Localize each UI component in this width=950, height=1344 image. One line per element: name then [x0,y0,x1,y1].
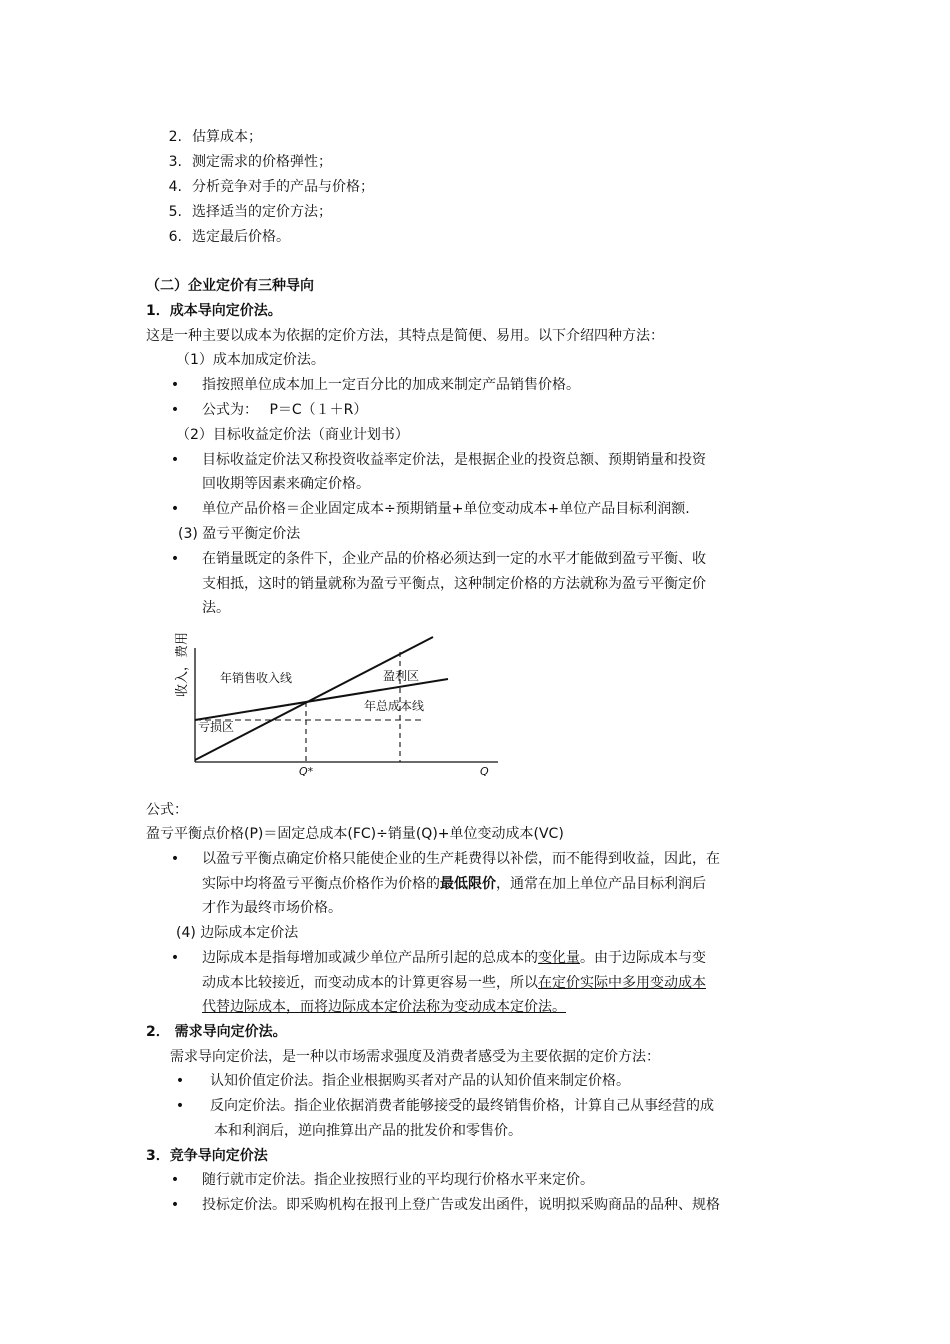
bullet-icon: • [170,1172,180,1188]
method-2-title: （2）目标收益定价法（商业计划书） [176,427,409,443]
bullet-icon: • [175,1073,185,1089]
method-2-formula: 单位产品价格＝企业固定成本÷预期销量+单位变动成本+单位产品目标利润额. [202,501,690,517]
cost-line-label: 年总成本线 [364,699,425,713]
loss-zone-label: 亏损区 [198,720,235,734]
bullet-icon: • [170,402,180,418]
competition-item: 投标定价法。即采购机构在报刊上登广告或发出函件，说明拟采购商品的品种、规格 [202,1197,720,1213]
break-even-formula: 盈亏平衡点价格(P)＝固定总成本(FC)÷销量(Q)+单位变动成本(VC) [146,826,564,842]
profit-zone-label: 盈利区 [383,669,420,683]
cost-heading: 1．成本导向定价法。 [146,303,282,319]
method-4-text: 动成本比较接近，而变动成本的计算更容易一些，所以在定价实际中多用变动成本 [202,975,706,991]
step-item: 4. 分析竞争对手的产品与价格； [168,179,374,195]
method-3-text: 法。 [202,600,230,616]
bullet-icon: • [170,377,180,393]
break-even-note: 才作为最终市场价格。 [202,900,342,916]
lowest-price-emphasis: 最低限价 [440,876,496,892]
method-3-title: (3) 盈亏平衡定价法 [178,526,301,542]
competition-item: 随行就市定价法。指企业按照行业的平均现行价格水平来定价。 [202,1172,594,1188]
method-4-text: 边际成本是指每增加或减少单位产品所引起的总成本的变化量。由于边际成本与变 [202,950,706,966]
break-even-note: 实际中均将盈亏平衡点价格作为价格的最低限价，通常在加上单位产品目标利润后 [202,876,706,892]
step-item: 5. 选择适当的定价方法； [168,204,332,220]
revenue-line-label: 年销售收入线 [220,671,293,685]
method-1-text: 指按照单位成本加上一定百分比的加成来制定产品销售价格。 [202,377,580,393]
step-item: 6. 选定最后价格。 [168,229,290,245]
demand-intro: 需求导向定价法，是一种以市场需求强度及消费者感受为主要依据的定价方法： [170,1049,660,1065]
demand-heading: 2． 需求导向定价法。 [146,1024,287,1040]
cost-intro: 这是一种主要以成本为依据的定价方法，其特点是简便、易用。以下介绍四种方法： [146,328,664,344]
step-item: 2. 估算成本； [168,129,262,145]
break-even-chart [168,626,508,776]
method-3-text: 支相抵，这时的销量就称为盈亏平衡点，这种制定价格的方法就称为盈亏平衡定价 [202,576,706,592]
q-star-label: Q* [299,765,314,776]
bullet-icon: • [170,551,180,567]
break-even-note: 以盈亏平衡点确定价格只能使企业的生产耗费得以补偿，而不能得到收益，因此，在 [202,851,720,867]
step-item: 3. 测定需求的价格弹性； [168,154,332,170]
method-2-text: 回收期等因素来确定价格。 [202,476,370,492]
method-1-title: （1）成本加成定价法。 [176,352,325,368]
q-label: Q [480,765,489,776]
bullet-icon: • [170,1197,180,1213]
bullet-icon: • [170,501,180,517]
method-4-text: 代替边际成本，而将边际成本定价法称为变动成本定价法。 [202,999,566,1015]
bullet-icon: • [170,851,180,867]
formula-label: 公式： [146,802,188,818]
bullet-icon: • [175,1098,185,1114]
demand-item: 反向定价法。指企业依据消费者能够接受的最终销售价格，计算自己从事经营的成 [210,1098,714,1114]
bullet-icon: • [170,452,180,468]
demand-item: 认知价值定价法。指企业根据购买者对产品的认知价值来制定价格。 [210,1073,630,1089]
method-2-text: 目标收益定价法又称投资收益率定价法，是根据企业的投资总额、预期销量和投资 [202,452,706,468]
section-title: （二）企业定价有三种导向 [146,278,314,294]
method-4-title: (4) 边际成本定价法 [176,925,299,941]
bullet-icon: • [170,950,180,966]
method-1-formula: 公式为： P＝C（１＋R） [202,402,368,418]
competition-heading: 3．竞争导向定价法 [146,1148,268,1164]
method-3-text: 在销量既定的条件下，企业产品的价格必须达到一定的水平才能做到盈亏平衡、收 [202,551,706,567]
demand-item: 本和利润后，逆向推算出产品的批发价和零售价。 [214,1123,522,1139]
chart-ylabel: 收入，费用 [175,632,190,698]
